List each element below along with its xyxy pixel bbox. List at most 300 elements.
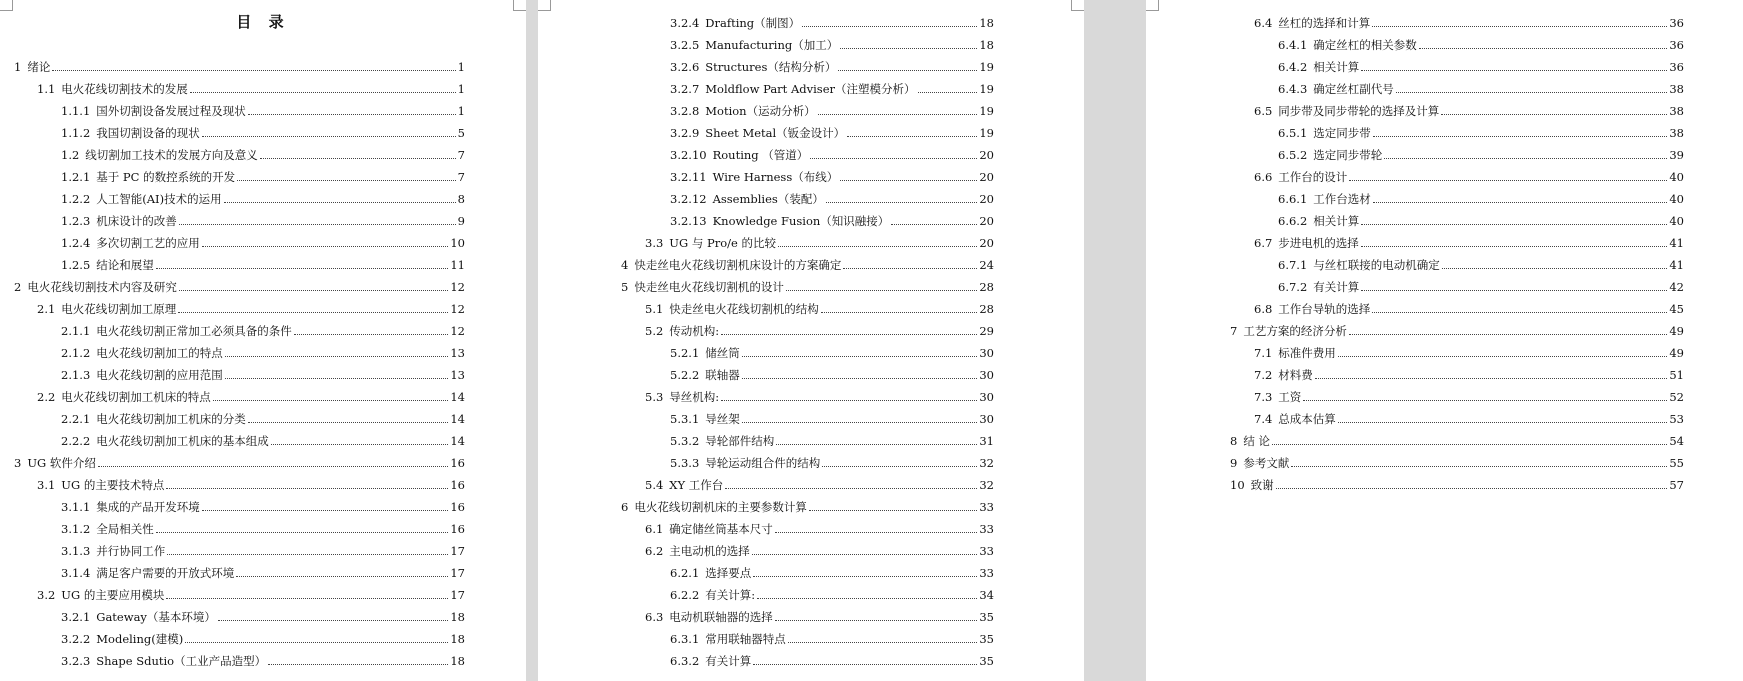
toc-entry-title: 集成的产品开发环境 [96,500,200,514]
toc-entry-title: 满足客户需要的开放式环境 [96,566,235,580]
toc-entry-page-number: 14 [450,412,465,426]
toc-entry-number: 3.3 [645,236,664,250]
toc-entry-page-number: 36 [1669,16,1684,30]
toc-entry-page-number: 28 [979,280,994,294]
toc-entry-title: Gateway（基本环境） [96,610,216,624]
toc-entry-page-number: 30 [979,368,994,382]
toc-entry[interactable] [61,170,465,184]
toc-entry-page-number: 49 [1669,324,1684,338]
toc-entry[interactable] [14,456,465,470]
toc-entry-page-number: 54 [1669,434,1684,448]
toc-dot-leader [225,356,449,357]
toc-entry[interactable] [670,170,994,184]
toc-entry-title: 确定丝杠的相关参数 [1313,38,1417,52]
toc-entry-number: 2.1 [37,302,56,316]
toc-dot-leader [1349,180,1667,181]
toc-entry-number: 5.4 [645,478,664,492]
toc-dot-leader [1291,466,1667,467]
toc-entry-number: 2.1.1 [61,324,91,338]
toc-entry[interactable] [1278,82,1684,96]
toc-dot-leader [190,92,456,93]
toc-entry-number: 2.1.3 [61,368,91,382]
toc-dot-leader [213,400,449,401]
toc-entry-number: 7 [1230,324,1238,338]
toc-entry-page-number: 1 [457,82,465,96]
toc-dot-leader [202,510,449,511]
toc-dot-leader [776,444,977,445]
toc-dot-leader [1272,444,1667,445]
toc-entry-number: 3.2.11 [670,170,707,184]
toc-entry-title: Manufacturing（加工） [705,38,839,52]
toc-dot-leader [843,268,977,269]
toc-entry-title: 我国切割设备的现状 [96,126,200,140]
toc-entry[interactable] [61,544,465,558]
toc-entry[interactable] [1278,148,1684,162]
toc-dot-leader [294,334,449,335]
toc-entry-number: 6.4.1 [1278,38,1308,52]
toc-entry[interactable] [670,566,994,580]
toc-entry-number: 6.4.2 [1278,60,1308,74]
toc-entry-title: 导轮部件结构 [705,434,775,448]
toc-entry[interactable] [645,302,994,316]
toc-entry[interactable] [621,500,994,514]
toc-entry[interactable] [61,126,465,140]
toc-entry-number: 4 [621,258,629,272]
toc-entry[interactable] [670,126,994,140]
toc-entry-title: 电火花线切割技术内容及研究 [27,280,177,294]
toc-entry-number: 5.3.3 [670,456,700,470]
toc-entry[interactable] [37,82,465,96]
toc-entry-title: 确定储丝筒基本尺寸 [669,522,773,536]
toc-entry[interactable] [645,324,994,338]
toc-entry-title: 电火花线切割正常加工必须具备的条件 [96,324,292,338]
toc-entry-number: 3.2.7 [670,82,700,96]
toc-entry-number: 6.6 [1254,170,1273,184]
toc-entry-page-number: 38 [1669,104,1684,118]
toc-entry-number: 5.3.2 [670,434,700,448]
toc-entry-title: UG 软件介绍 [27,456,96,470]
toc-entry-number: 3.1.4 [61,566,91,580]
toc-entry[interactable] [645,522,994,536]
toc-dot-leader [202,136,456,137]
toc-entry[interactable] [1254,236,1684,250]
toc-entry-number: 6.2.2 [670,588,700,602]
toc-entry-page-number: 36 [1669,60,1684,74]
toc-entry[interactable] [1254,346,1684,360]
toc-entry-page-number: 18 [979,16,994,30]
toc-entry[interactable] [670,654,994,668]
toc-entry-title: 基于 PC 的数控系统的开发 [96,170,236,184]
toc-dot-leader [753,664,977,665]
toc-entry[interactable] [37,390,465,404]
toc-entry[interactable] [61,192,465,206]
toc-entry[interactable] [1254,302,1684,316]
toc-entry-number: 3.2.10 [670,148,707,162]
toc-entry[interactable] [61,654,465,668]
toc-entry-page-number: 30 [979,346,994,360]
toc-entry[interactable] [670,148,994,162]
toc-entry[interactable] [670,412,994,426]
toc-entry-title: Assemblies（装配） [712,192,824,206]
toc-entry-number: 6.3.1 [670,632,700,646]
toc-dot-leader [840,48,977,49]
toc-entry-page-number: 16 [450,500,465,514]
toc-entry[interactable] [1254,16,1684,30]
toc-entry[interactable] [670,632,994,646]
toc-dot-leader [753,576,977,577]
toc-entry-number: 2.1.2 [61,346,91,360]
toc-entry[interactable] [61,434,465,448]
toc-entry[interactable] [621,280,994,294]
toc-dot-leader [1396,92,1668,93]
toc-entry-number: 3.2.8 [670,104,700,118]
toc-entry-number: 6 [621,500,629,514]
toc-dot-leader [1442,268,1668,269]
toc-entry-page-number: 12 [450,302,465,316]
toc-dot-leader [98,466,448,467]
toc-dot-leader [156,532,449,533]
toc-entry[interactable] [1278,280,1684,294]
toc-entry-page-number: 18 [450,632,465,646]
toc-entry-number: 7.2 [1254,368,1273,382]
toc-entry-number: 6.4.3 [1278,82,1308,96]
toc-entry-number: 5.3.1 [670,412,700,426]
toc-entry[interactable] [1230,478,1684,492]
toc-dot-leader [1361,246,1668,247]
toc-entry-title: 总成本估算 [1278,412,1336,426]
toc-entry-title: 丝杠的选择和计算 [1278,16,1371,30]
toc-entry[interactable] [1278,192,1684,206]
toc-entry-page-number: 17 [450,544,465,558]
toc-entry-page-number: 12 [450,324,465,338]
toc-entry-title: 传动机构: [669,324,720,338]
toc-entry[interactable] [61,104,465,118]
toc-page-1 [0,0,526,681]
toc-dot-leader [810,158,977,159]
toc-entry-number: 3.2.5 [670,38,700,52]
toc-entry[interactable] [61,522,465,536]
toc-entry-page-number: 33 [979,566,994,580]
toc-entry[interactable] [1278,214,1684,228]
toc-entry-title: 标准件费用 [1278,346,1336,360]
toc-entry-title: 绪论 [27,60,51,74]
toc-dot-leader [179,224,456,225]
toc-entry[interactable] [670,192,994,206]
toc-entry[interactable] [670,38,994,52]
toc-entry-page-number: 30 [979,412,994,426]
toc-entry[interactable] [1254,390,1684,404]
toc-entry-title: 电火花线切割机床的主要参数计算 [634,500,807,514]
toc-entry-number: 1.2.1 [61,170,91,184]
toc-entry-page-number: 14 [450,390,465,404]
toc-entry-page-number: 14 [450,434,465,448]
toc-entry[interactable] [670,346,994,360]
toc-entry-number: 7.3 [1254,390,1273,404]
toc-entry-number: 1 [14,60,22,74]
toc-entry-title: 同步带及同步带轮的选择及计算 [1278,104,1440,118]
toc-entry-number: 5.2.1 [670,346,700,360]
toc-entry[interactable] [670,60,994,74]
toc-entry[interactable] [61,258,465,272]
toc-entry[interactable] [14,280,465,294]
toc-entry-title: 国外切割设备发展过程及现状 [96,104,246,118]
toc-entry-title: 快走丝电火花线切割机的设计 [634,280,784,294]
toc-dot-leader [840,180,977,181]
toc-entry[interactable] [621,258,994,272]
toc-entry[interactable] [1230,434,1684,448]
toc-entry[interactable] [1278,258,1684,272]
toc-entry-page-number: 16 [450,456,465,470]
toc-entry-page-number: 17 [450,566,465,580]
toc-entry[interactable] [1278,60,1684,74]
toc-entry-title: 参考文献 [1243,456,1290,470]
toc-entry-page-number: 20 [979,170,994,184]
toc-entry-title: 主电动机的选择 [669,544,750,558]
toc-entry-page-number: 20 [979,192,994,206]
toc-entry-page-number: 41 [1669,258,1684,272]
toc-entry-title: 结论和展望 [96,258,154,272]
toc-dot-leader [156,268,449,269]
toc-entry-number: 1.2.4 [61,236,91,250]
toc-entry[interactable] [670,104,994,118]
toc-entry[interactable] [670,16,994,30]
toc-entry-page-number: 11 [450,258,465,272]
toc-entry-page-number: 13 [450,346,465,360]
toc-page-3 [1146,0,1743,681]
margin-corner-mark [1146,0,1159,11]
toc-entry-page-number: 40 [1669,214,1684,228]
toc-entry[interactable] [61,214,465,228]
toc-entry-number: 6.5.2 [1278,148,1308,162]
toc-entry-page-number: 8 [457,192,465,206]
toc-entry-page-number: 9 [457,214,465,228]
toc-dot-leader [1338,422,1668,423]
toc-dot-leader [742,378,978,379]
toc-entry[interactable] [670,214,994,228]
toc-entry-number: 6.5.1 [1278,126,1308,140]
toc-entry[interactable] [645,610,994,624]
toc-entry-page-number: 19 [979,60,994,74]
toc-entry[interactable] [645,390,994,404]
toc-dot-leader [788,642,978,643]
toc-dot-leader [778,246,977,247]
toc-dot-leader [821,312,978,313]
toc-entry[interactable] [670,456,994,470]
toc-entry[interactable] [1278,126,1684,140]
toc-entry[interactable] [61,368,465,382]
toc-entry[interactable] [645,236,994,250]
toc-entry-page-number: 39 [1669,148,1684,162]
toc-dot-leader [775,532,978,533]
toc-dot-leader [721,400,977,401]
toc-entry-number: 7.1 [1254,346,1273,360]
toc-entry[interactable] [61,412,465,426]
toc-entry[interactable] [61,632,465,646]
toc-dot-leader [838,70,977,71]
toc-entry-title: 选定同步带 [1313,126,1371,140]
toc-entry-title: 电火花线切割加工的特点 [96,346,223,360]
toc-entry-page-number: 20 [979,214,994,228]
toc-entry-title: 工资 [1278,390,1302,404]
toc-entry[interactable] [1254,170,1684,184]
toc-entry-title: Knowledge Fusion（知识融接） [712,214,890,228]
toc-entry-number: 1.2.5 [61,258,91,272]
toc-dot-leader [1373,202,1668,203]
toc-entry-number: 3.1.1 [61,500,91,514]
toc-dot-leader [725,488,977,489]
toc-entry-title: 工作台的设计 [1278,170,1348,184]
toc-title: 目 录 [236,13,290,31]
toc-dot-leader [248,422,449,423]
toc-entry-page-number: 28 [979,302,994,316]
toc-entry-title: 导丝机构: [669,390,720,404]
toc-entry-page-number: 32 [979,478,994,492]
toc-entry-page-number: 19 [979,104,994,118]
toc-entry-number: 3.1 [37,478,56,492]
toc-entry[interactable] [645,544,994,558]
toc-entry-number: 5.3 [645,390,664,404]
toc-entry-page-number: 20 [979,148,994,162]
toc-entry-title: 导丝架 [705,412,740,426]
toc-entry[interactable] [1230,456,1684,470]
toc-entry-page-number: 19 [979,126,994,140]
toc-entry[interactable] [61,610,465,624]
toc-entry-page-number: 42 [1669,280,1684,294]
toc-entry-title: 选定同步带轮 [1313,148,1383,162]
toc-entry-page-number: 16 [450,478,465,492]
toc-dot-leader [1372,312,1667,313]
toc-entry-number: 1.1 [37,82,56,96]
toc-entry-page-number: 33 [979,500,994,514]
toc-entry-title: 结 论 [1243,434,1270,448]
toc-entry-number: 6.6.1 [1278,192,1308,206]
toc-entry[interactable] [61,148,465,162]
toc-entry-page-number: 5 [457,126,465,140]
toc-entry-number: 1.1.2 [61,126,91,140]
toc-entry-number: 3 [14,456,22,470]
toc-entry[interactable] [37,588,465,602]
toc-entry-number: 3.2.4 [670,16,700,30]
toc-dot-leader [891,224,977,225]
toc-entry-page-number: 35 [979,632,994,646]
toc-entry[interactable] [645,478,994,492]
toc-entry[interactable] [670,434,994,448]
toc-entry-title: UG 的主要应用模块 [61,588,165,602]
toc-entry-number: 6.6.2 [1278,214,1308,228]
toc-entry-page-number: 41 [1669,236,1684,250]
toc-entry[interactable] [61,236,465,250]
toc-dot-leader [179,290,449,291]
toc-entry-page-number: 18 [979,38,994,52]
toc-entry[interactable] [61,500,465,514]
toc-entry[interactable] [37,478,465,492]
toc-entry-page-number: 36 [1669,38,1684,52]
toc-dot-leader [260,158,456,159]
toc-entry-page-number: 33 [979,522,994,536]
toc-entry-page-number: 7 [457,170,465,184]
toc-entry-page-number: 52 [1669,390,1684,404]
toc-entry-number: 1.2 [61,148,80,162]
toc-entry-title: Wire Harness（布线） [712,170,839,184]
toc-dot-leader [202,246,449,247]
toc-entry-title: Sheet Metal（钣金设计） [705,126,846,140]
toc-dot-leader [1361,290,1667,291]
toc-dot-leader [742,356,978,357]
toc-entry-page-number: 35 [979,654,994,668]
toc-entry-number: 3.1.2 [61,522,91,536]
toc-entry-page-number: 30 [979,390,994,404]
toc-entry-number: 2 [14,280,22,294]
toc-entry[interactable] [1254,412,1684,426]
toc-entry-page-number: 55 [1669,456,1684,470]
margin-corner-mark [513,0,526,11]
toc-entry[interactable] [670,368,994,382]
toc-entry-number: 5.2 [645,324,664,338]
toc-entry[interactable] [1254,368,1684,382]
toc-entry-number: 2.2.1 [61,412,91,426]
toc-entry-number: 6.8 [1254,302,1273,316]
toc-entry[interactable] [670,82,994,96]
toc-entry[interactable] [670,588,994,602]
toc-dot-leader [1373,136,1668,137]
toc-entry-title: Motion（运动分析） [705,104,816,118]
toc-entry-title: 快走丝电火花线切割机床设计的方案确定 [634,258,842,272]
toc-entry[interactable] [1278,38,1684,52]
toc-entry-page-number: 35 [979,610,994,624]
toc-dot-leader [237,180,456,181]
toc-entry-page-number: 40 [1669,192,1684,206]
toc-entry-title: 多次切割工艺的应用 [96,236,200,250]
toc-entry[interactable] [61,324,465,338]
toc-entry[interactable] [1254,104,1684,118]
toc-entry-number: 6.2 [645,544,664,558]
toc-dot-leader [1361,224,1667,225]
toc-entry[interactable] [14,60,465,74]
toc-entry-title: Drafting（制图） [705,16,801,30]
toc-entry-title: 选择要点 [705,566,752,580]
toc-entry-title: 常用联轴器特点 [705,632,786,646]
toc-dot-leader [248,114,456,115]
toc-entry-number: 5 [621,280,629,294]
toc-entry[interactable] [1230,324,1684,338]
toc-entry[interactable] [61,346,465,360]
toc-entry-title: 相关计算 [1313,214,1360,228]
toc-entry[interactable] [61,566,465,580]
toc-entry-page-number: 49 [1669,346,1684,360]
toc-entry[interactable] [37,302,465,316]
toc-entry-number: 8 [1230,434,1238,448]
toc-entry-title: Routing （管道） [712,148,809,162]
toc-entry-number: 1.1.1 [61,104,91,118]
toc-dot-leader [918,92,978,93]
toc-entry-title: 步进电机的选择 [1278,236,1359,250]
toc-entry-number: 3.2.12 [670,192,707,206]
toc-entry-number: 6.3 [645,610,664,624]
toc-entry-number: 1.2.3 [61,214,91,228]
toc-entry-page-number: 18 [450,654,465,668]
toc-dot-leader [818,114,978,115]
toc-entry-title: Moldflow Part Adviser（注塑模分析） [705,82,916,96]
toc-entry-title: 有关计算: [705,588,756,602]
toc-dot-leader [1384,158,1667,159]
toc-dot-leader [224,202,456,203]
toc-entry-number: 2.2 [37,390,56,404]
toc-dot-leader [847,136,977,137]
toc-entry-page-number: 31 [979,434,994,448]
toc-dot-leader [218,620,448,621]
toc-dot-leader [1372,26,1667,27]
toc-entry-page-number: 53 [1669,412,1684,426]
